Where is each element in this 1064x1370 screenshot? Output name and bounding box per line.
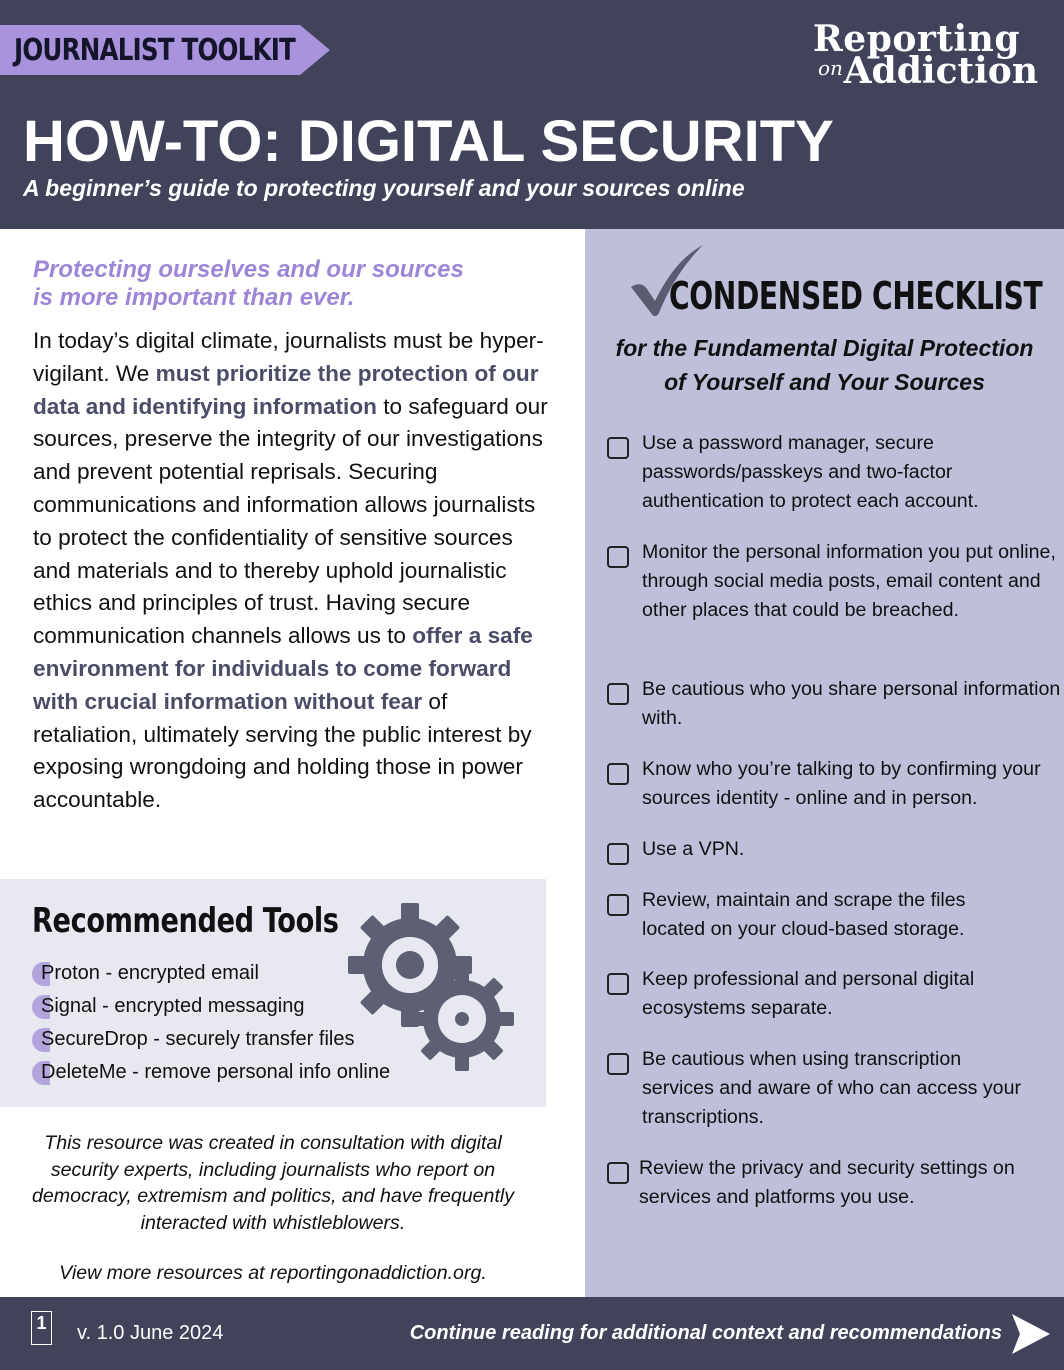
intro-heading-line2: is more important than ever. [33,284,355,311]
checkbox[interactable] [607,683,629,705]
checklist-item-text: Know who you’re talking to by confirming your sources identity - online and in person. [642,758,1041,809]
recommended-tools-box [0,879,546,1107]
page-subtitle: A beginner’s guide to protecting yourself and your sources online [23,175,745,201]
next-arrow-icon[interactable] [1012,1314,1050,1354]
continue-reading-note: Continue reading for additional context and recommendations [409,1322,1002,1344]
checklist-item-text: Use a VPN. [642,838,745,860]
checklist-title: CONDENSED CHECKLIST [669,274,1043,318]
checklist-item-text: Monitor the personal information you put online, through social media posts, email content and other places that could be breached. [642,541,1056,621]
checkbox[interactable] [607,973,629,995]
toolkit-tag [0,25,330,75]
logo-on: on [818,56,843,80]
checklist-item-text: Use a password manager, secure passwords/passkeys and two-factor authentication to protect each account. [642,432,979,512]
list-item: Proton - encrypted email [32,957,390,990]
more-resources-note: View more resources at reportingonaddiction.org. [59,1262,487,1284]
page-title: HOW-TO: DIGITAL SECURITY [23,109,834,174]
checklist-subtitle [585,331,1064,399]
reporting-on-addiction-logo [808,18,1038,92]
checkbox[interactable] [607,437,629,459]
intro-text-3: of retaliation, ultimately serving the public interest by exposing wrongdoing and holding those in power accountable. [33,688,532,813]
list-item: Signal - encrypted messaging [32,990,390,1023]
page-number: 1 [31,1311,52,1345]
credit-note: This resource was created in consultation with digital security experts, including journalists who report on democracy, extremism and politics, and have frequently interacted with whistleblowers. [31,1132,515,1234]
tools-title: Recommended Tools [32,901,339,941]
list-item: SecureDrop - securely transfer files [32,1023,390,1056]
checklist-subtitle-line2: of Yourself and Your Sources [664,369,985,395]
logo-line2: Addiction [843,50,1038,92]
checklist-subtitle-line1: for the Fundamental Digital Protection [615,335,1034,361]
checklist-item-text: Review the privacy and security settings on services and platforms you use. [639,1157,1015,1208]
intro-paragraph [33,325,553,817]
header [0,0,1064,229]
checkbox[interactable] [607,763,629,785]
intro-highlight-2: offer a safe environment for individuals to come forward with crucial information without fear [33,623,533,714]
intro-text-2: to safeguard our sources, preserve the integrity of our investigations and prevent potential reprisals. Securing communications and information allows journalists to protect the confidentiality of sensitive sources and materials and to thereby uphold journalistic ethics and principles of trust. Having secure communication channels allows us to [33,393,548,649]
logo-line1: Reporting [812,18,1020,60]
checkbox[interactable] [607,1162,629,1184]
footer [0,1297,1064,1370]
tools-list [32,957,390,1089]
checkbox[interactable] [607,1053,629,1075]
version-label: v. 1.0 June 2024 [77,1322,224,1344]
checkbox[interactable] [607,894,629,916]
checklist-panel [585,229,1064,1297]
checklist-item-text: Keep professional and personal digital ecosystems separate. [642,968,975,1019]
intro-heading [33,256,553,312]
checkbox[interactable] [607,546,629,568]
checklist-item-text: Be cautious who you share personal information with. [642,678,1061,729]
checklist-item-text: Be cautious when using transcription services and aware of who can access your transcriptions. [642,1048,1021,1128]
checkbox[interactable] [607,843,629,865]
checklist-item-text: Review, maintain and scrape the files located on your cloud-based storage. [642,889,966,940]
gears-icon [348,902,523,1077]
intro-text-1: In today’s digital climate, journalists must be hyper-vigilant. We [33,328,544,386]
toolkit-tag-label: JOURNALIST TOOLKIT [14,33,296,68]
list-item: DeleteMe - remove personal info online [32,1056,390,1089]
intro-heading-line1: Protecting ourselves and our sources [33,256,464,283]
intro-highlight-1: must prioritize the protection of our data and identifying information [33,360,539,419]
